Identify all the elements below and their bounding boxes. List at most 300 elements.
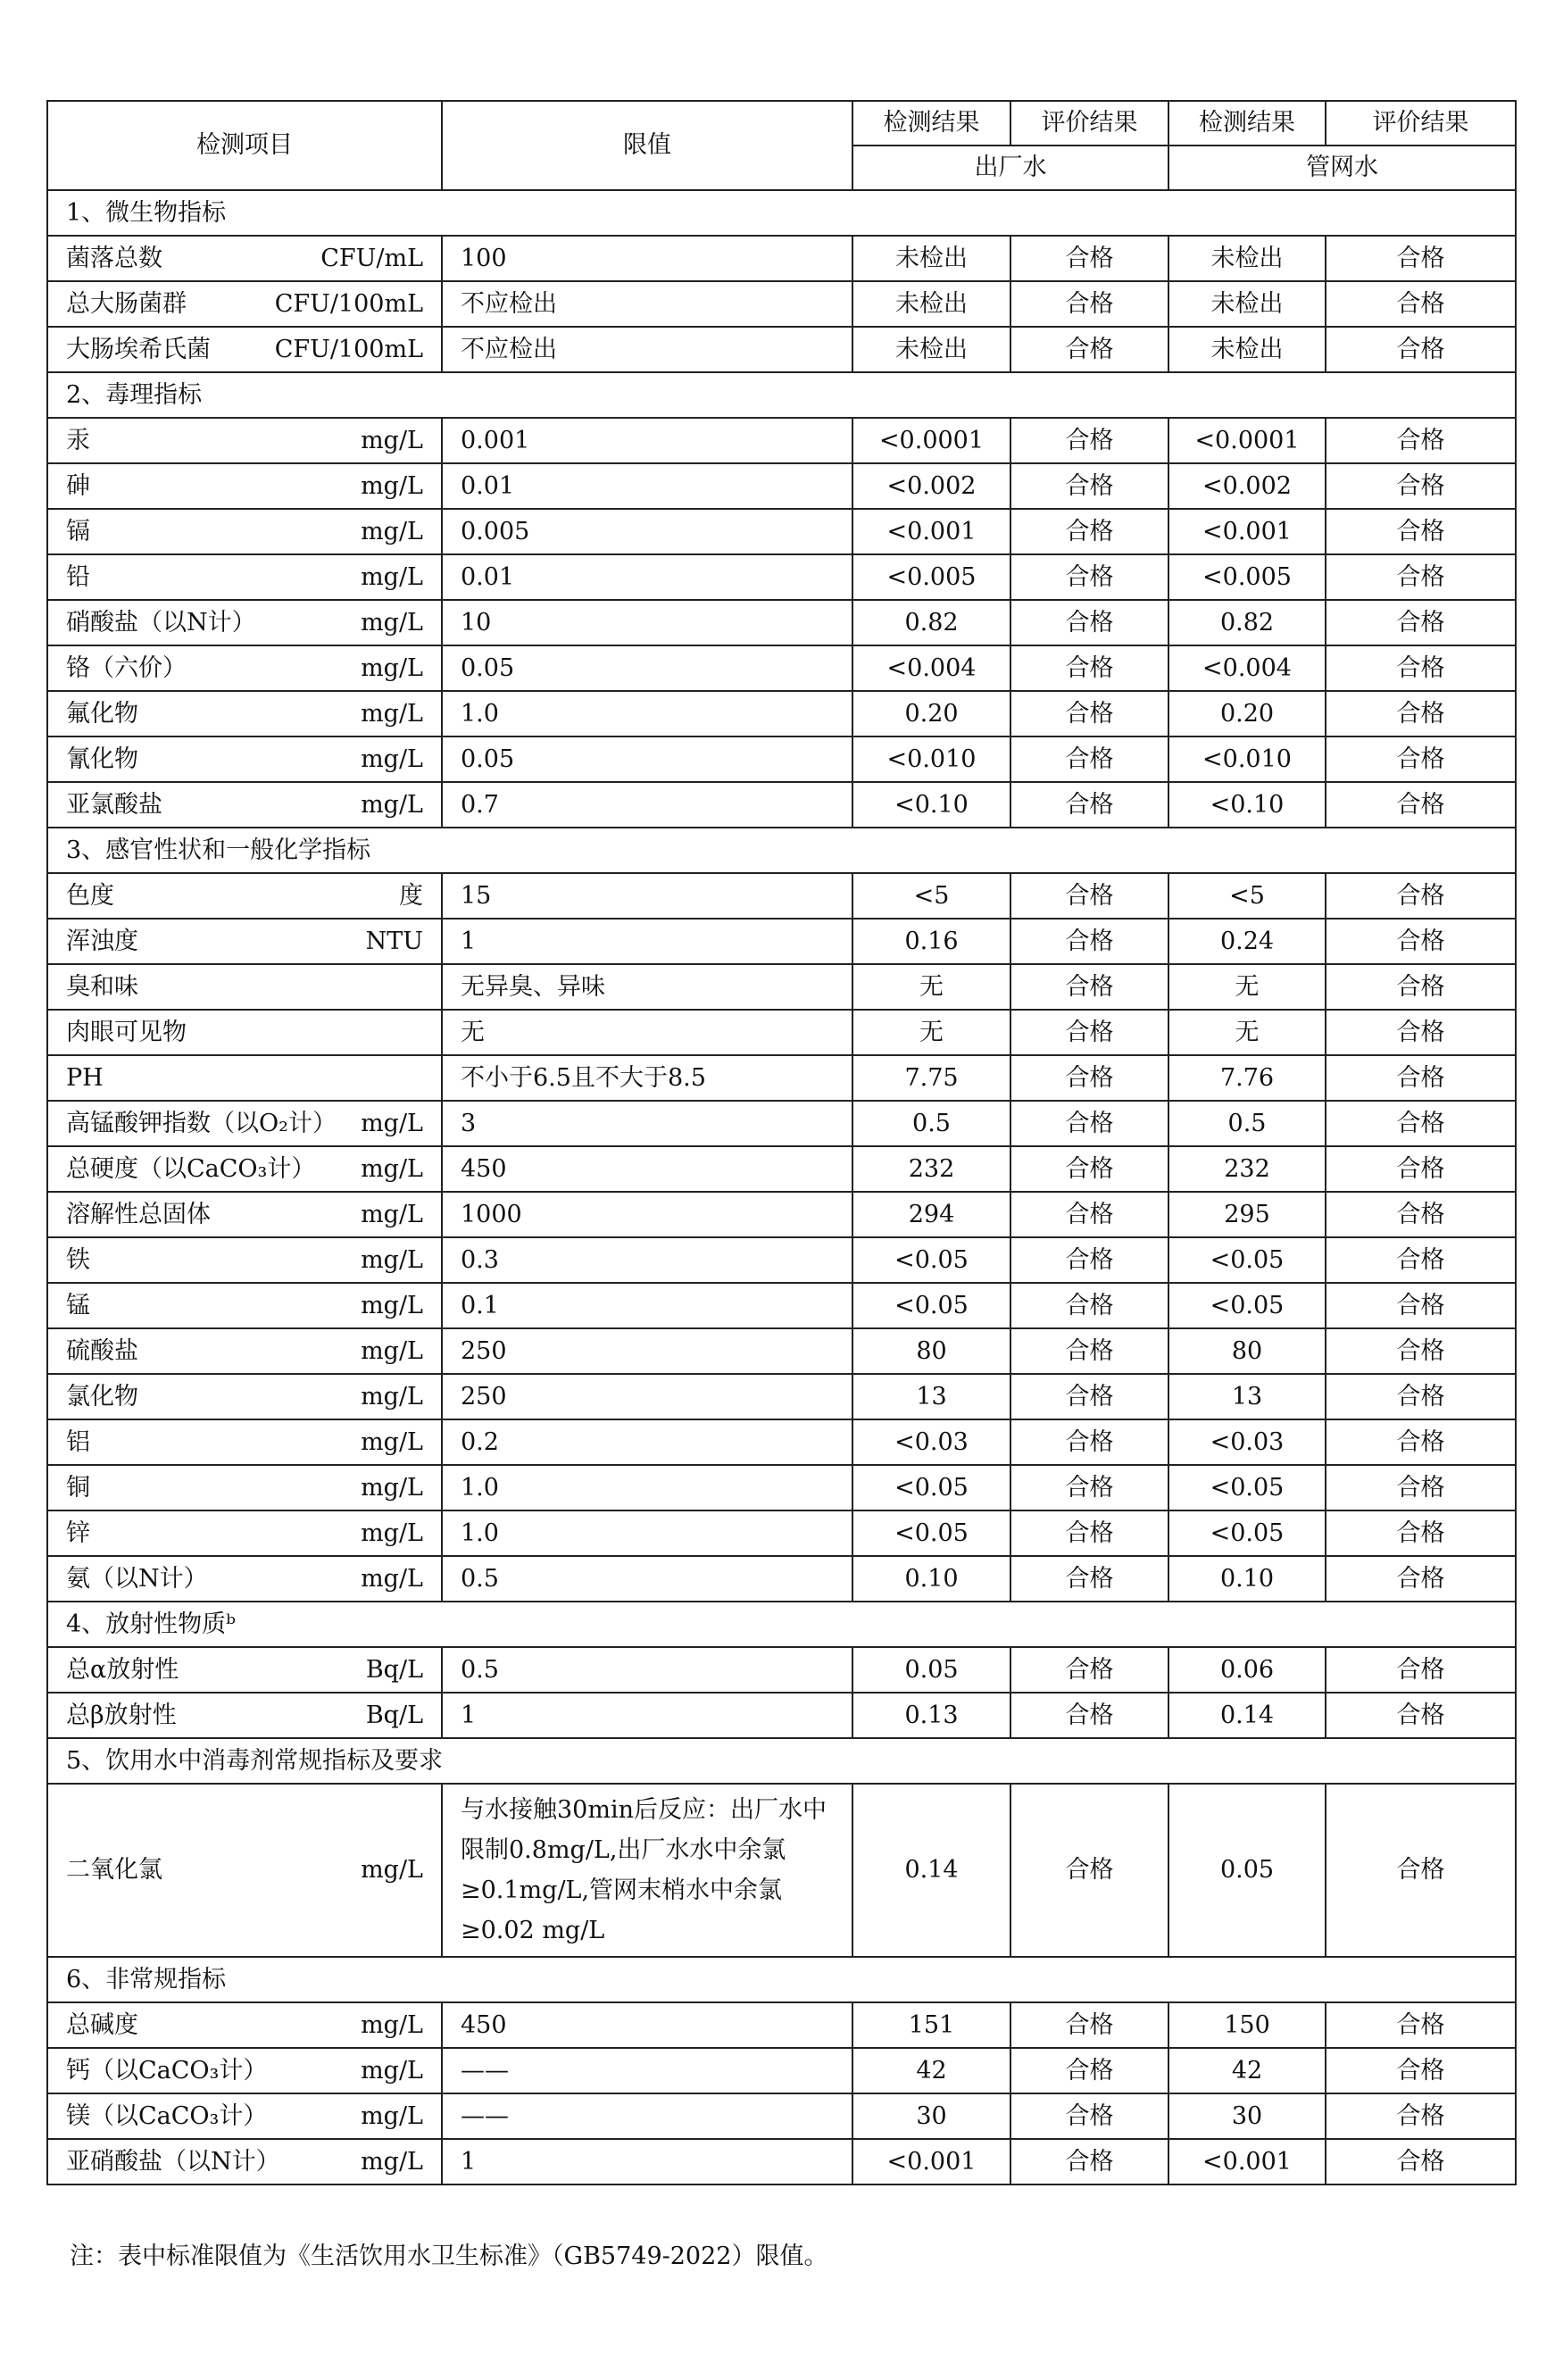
table-row bbox=[47, 509, 1516, 554]
item-name: 总大肠菌群 bbox=[66, 290, 187, 318]
item-unit: mg/L bbox=[361, 1428, 423, 1456]
limit-cell: 0.5 bbox=[442, 1647, 852, 1693]
item-cell bbox=[47, 1055, 442, 1101]
header-row bbox=[47, 101, 1516, 146]
evaluation-plant-cell: 合格 bbox=[1010, 645, 1168, 691]
item-cell bbox=[47, 2002, 442, 2048]
footnote: 注：表中标准限值为《生活饮用水卫生标准》（GB5749-2022）限值。 bbox=[70, 2243, 828, 2270]
item-name: 总α放射性 bbox=[66, 1656, 179, 1684]
item-unit: NTU bbox=[365, 928, 423, 955]
item-name: 汞 bbox=[66, 427, 90, 454]
evaluation-network-cell: 合格 bbox=[1326, 1055, 1516, 1101]
item-cell bbox=[47, 964, 442, 1010]
evaluation-network-cell: 合格 bbox=[1326, 418, 1516, 463]
table-row bbox=[47, 1010, 1516, 1055]
evaluation-network-cell: 合格 bbox=[1326, 919, 1516, 964]
evaluation-plant-cell: 合格 bbox=[1010, 2048, 1168, 2093]
item-name: 铜 bbox=[66, 1474, 90, 1502]
table-row bbox=[47, 281, 1516, 327]
evaluation-network-cell: 合格 bbox=[1326, 873, 1516, 919]
item-cell bbox=[47, 1556, 442, 1602]
item-name: 总硬度（以CaCO₃计） bbox=[66, 1155, 316, 1183]
evaluation-plant-cell: 合格 bbox=[1010, 509, 1168, 554]
item-unit: mg/L bbox=[361, 1155, 423, 1183]
result-network-cell: <0.005 bbox=[1168, 554, 1326, 600]
evaluation-network-cell: 合格 bbox=[1326, 327, 1516, 372]
item-cell bbox=[47, 1647, 442, 1693]
item-unit: mg/L bbox=[361, 1110, 423, 1137]
result-plant-cell: <0.005 bbox=[852, 554, 1010, 600]
section-title: 1、微生物指标 bbox=[47, 190, 1516, 236]
evaluation-network-cell: 合格 bbox=[1326, 964, 1516, 1010]
item-cell bbox=[47, 782, 442, 828]
result-plant-cell: <0.001 bbox=[852, 2139, 1010, 2184]
item-unit: mg/L bbox=[361, 2057, 423, 2085]
item-cell bbox=[47, 1328, 442, 1374]
evaluation-plant-cell: 合格 bbox=[1010, 1784, 1168, 1957]
result-network-cell: 未检出 bbox=[1168, 327, 1326, 372]
evaluation-network-cell: 合格 bbox=[1326, 1328, 1516, 1374]
evaluation-plant-cell: 合格 bbox=[1010, 327, 1168, 372]
evaluation-plant-cell: 合格 bbox=[1010, 1192, 1168, 1237]
limit-cell: 0.5 bbox=[442, 1556, 852, 1602]
limit-cell: 0.05 bbox=[442, 736, 852, 782]
evaluation-plant-cell: 合格 bbox=[1010, 919, 1168, 964]
item-name: 浑浊度 bbox=[66, 928, 138, 955]
result-network-cell: <0.001 bbox=[1168, 2139, 1326, 2184]
table-row bbox=[47, 1192, 1516, 1237]
limit-cell: 不应检出 bbox=[442, 281, 852, 327]
table-row bbox=[47, 1374, 1516, 1419]
item-cell bbox=[47, 463, 442, 509]
result-plant-cell: 80 bbox=[852, 1328, 1010, 1374]
item-name: PH bbox=[66, 1064, 104, 1092]
limit-cell: 1.0 bbox=[442, 1465, 852, 1510]
limit-cell: 250 bbox=[442, 1374, 852, 1419]
evaluation-plant-cell: 合格 bbox=[1010, 236, 1168, 281]
section-row bbox=[47, 1738, 1516, 1784]
result-network-cell: 0.24 bbox=[1168, 919, 1326, 964]
evaluation-network-cell: 合格 bbox=[1326, 2093, 1516, 2139]
evaluation-network-cell: 合格 bbox=[1326, 782, 1516, 828]
item-cell bbox=[47, 509, 442, 554]
section-title: 4、放射性物质ᵇ bbox=[47, 1602, 1516, 1647]
limit-cell: 不应检出 bbox=[442, 327, 852, 372]
item-cell bbox=[47, 327, 442, 372]
item-name: 氰化物 bbox=[66, 745, 138, 773]
limit-cell: 1 bbox=[442, 919, 852, 964]
evaluation-network-cell: 合格 bbox=[1326, 1374, 1516, 1419]
result-network-cell: 150 bbox=[1168, 2002, 1326, 2048]
table-row bbox=[47, 2093, 1516, 2139]
item-cell bbox=[47, 1283, 442, 1328]
evaluation-plant-cell: 合格 bbox=[1010, 2139, 1168, 2184]
table-row bbox=[47, 1465, 1516, 1510]
header-evaluation-network: 评价结果 bbox=[1326, 101, 1516, 146]
evaluation-network-cell: 合格 bbox=[1326, 691, 1516, 736]
evaluation-plant-cell: 合格 bbox=[1010, 736, 1168, 782]
evaluation-plant-cell: 合格 bbox=[1010, 1101, 1168, 1146]
table-row bbox=[47, 1055, 1516, 1101]
limit-cell: 450 bbox=[442, 1146, 852, 1192]
item-unit: mg/L bbox=[361, 563, 423, 591]
evaluation-network-cell: 合格 bbox=[1326, 281, 1516, 327]
item-name: 镉 bbox=[66, 518, 90, 545]
item-name: 铬（六价） bbox=[66, 654, 187, 682]
table-row bbox=[47, 327, 1516, 372]
evaluation-plant-cell: 合格 bbox=[1010, 1693, 1168, 1738]
result-plant-cell: 13 bbox=[852, 1374, 1010, 1419]
item-name: 铅 bbox=[66, 563, 90, 591]
evaluation-network-cell: 合格 bbox=[1326, 1283, 1516, 1328]
result-plant-cell: 0.82 bbox=[852, 600, 1010, 645]
evaluation-network-cell: 合格 bbox=[1326, 1784, 1516, 1957]
item-unit: mg/L bbox=[361, 472, 423, 500]
result-network-cell: <0.001 bbox=[1168, 509, 1326, 554]
item-name: 镁（以CaCO₃计） bbox=[66, 2102, 268, 2130]
result-network-cell: 0.20 bbox=[1168, 691, 1326, 736]
evaluation-network-cell: 合格 bbox=[1326, 463, 1516, 509]
limit-cell: 0.1 bbox=[442, 1283, 852, 1328]
item-cell bbox=[47, 645, 442, 691]
header-limit: 限值 bbox=[442, 101, 852, 190]
result-plant-cell: 7.75 bbox=[852, 1055, 1010, 1101]
water-quality-table bbox=[46, 100, 1517, 2185]
item-name: 臭和味 bbox=[66, 973, 138, 1001]
result-plant-cell: <0.001 bbox=[852, 509, 1010, 554]
item-name: 硫酸盐 bbox=[66, 1337, 138, 1365]
result-plant-cell: 0.14 bbox=[852, 1784, 1010, 1957]
item-cell bbox=[47, 1010, 442, 1055]
item-cell bbox=[47, 2093, 442, 2139]
evaluation-plant-cell: 合格 bbox=[1010, 964, 1168, 1010]
limit-cell: —— bbox=[442, 2048, 852, 2093]
result-plant-cell: 0.13 bbox=[852, 1693, 1010, 1738]
result-network-cell: <5 bbox=[1168, 873, 1326, 919]
evaluation-network-cell: 合格 bbox=[1326, 2139, 1516, 2184]
result-network-cell: <0.05 bbox=[1168, 1465, 1326, 1510]
header-evaluation-plant: 评价结果 bbox=[1010, 101, 1168, 146]
item-name: 氨（以N计） bbox=[66, 1565, 208, 1593]
evaluation-plant-cell: 合格 bbox=[1010, 2093, 1168, 2139]
item-name: 铁 bbox=[66, 1246, 90, 1274]
table-row bbox=[47, 1101, 1516, 1146]
table-row bbox=[47, 2002, 1516, 2048]
evaluation-plant-cell: 合格 bbox=[1010, 1465, 1168, 1510]
section-title: 3、感官性状和一般化学指标 bbox=[47, 828, 1516, 873]
item-cell bbox=[47, 236, 442, 281]
item-cell bbox=[47, 1784, 442, 1957]
item-name: 色度 bbox=[66, 882, 114, 910]
result-network-cell: 无 bbox=[1168, 964, 1326, 1010]
result-network-cell: 无 bbox=[1168, 1010, 1326, 1055]
limit-cell: 无异臭、异味 bbox=[442, 964, 852, 1010]
item-unit: Bq/L bbox=[365, 1702, 423, 1729]
limit-cell: 10 bbox=[442, 600, 852, 645]
result-network-cell: 0.82 bbox=[1168, 600, 1326, 645]
table-row bbox=[47, 1693, 1516, 1738]
item-unit: mg/L bbox=[361, 1292, 423, 1319]
limit-cell: 0.7 bbox=[442, 782, 852, 828]
result-network-cell: 0.06 bbox=[1168, 1647, 1326, 1693]
evaluation-plant-cell: 合格 bbox=[1010, 1328, 1168, 1374]
result-plant-cell: 未检出 bbox=[852, 281, 1010, 327]
evaluation-plant-cell: 合格 bbox=[1010, 782, 1168, 828]
table-row bbox=[47, 1283, 1516, 1328]
evaluation-plant-cell: 合格 bbox=[1010, 1237, 1168, 1283]
result-plant-cell: 未检出 bbox=[852, 327, 1010, 372]
item-cell bbox=[47, 736, 442, 782]
result-plant-cell: 0.05 bbox=[852, 1647, 1010, 1693]
limit-cell: 1 bbox=[442, 2139, 852, 2184]
table-row bbox=[47, 2048, 1516, 2093]
evaluation-network-cell: 合格 bbox=[1326, 1237, 1516, 1283]
result-network-cell: 0.5 bbox=[1168, 1101, 1326, 1146]
result-plant-cell: <0.0001 bbox=[852, 418, 1010, 463]
item-cell bbox=[47, 1419, 442, 1465]
item-name: 钙（以CaCO₃计） bbox=[66, 2057, 268, 2085]
limit-cell: 1.0 bbox=[442, 1510, 852, 1556]
header-item: 检测项目 bbox=[47, 101, 442, 190]
item-cell bbox=[47, 281, 442, 327]
result-network-cell: 未检出 bbox=[1168, 236, 1326, 281]
section-row bbox=[47, 372, 1516, 418]
result-plant-cell: 0.16 bbox=[852, 919, 1010, 964]
item-cell bbox=[47, 1237, 442, 1283]
limit-cell: 1000 bbox=[442, 1192, 852, 1237]
evaluation-network-cell: 合格 bbox=[1326, 236, 1516, 281]
result-network-cell: <0.004 bbox=[1168, 645, 1326, 691]
section-title: 2、毒理指标 bbox=[47, 372, 1516, 418]
table-row bbox=[47, 1146, 1516, 1192]
table-row bbox=[47, 1784, 1516, 1957]
table-row bbox=[47, 964, 1516, 1010]
item-cell bbox=[47, 919, 442, 964]
evaluation-network-cell: 合格 bbox=[1326, 2048, 1516, 2093]
result-network-cell: <0.0001 bbox=[1168, 418, 1326, 463]
section-row bbox=[47, 190, 1516, 236]
item-unit: mg/L bbox=[361, 2102, 423, 2130]
result-plant-cell: <0.10 bbox=[852, 782, 1010, 828]
item-unit: mg/L bbox=[361, 1383, 423, 1411]
evaluation-plant-cell: 合格 bbox=[1010, 281, 1168, 327]
section-row bbox=[47, 1957, 1516, 2002]
evaluation-network-cell: 合格 bbox=[1326, 600, 1516, 645]
table-row bbox=[47, 1419, 1516, 1465]
evaluation-plant-cell: 合格 bbox=[1010, 1010, 1168, 1055]
evaluation-network-cell: 合格 bbox=[1326, 1693, 1516, 1738]
limit-cell: 1.0 bbox=[442, 691, 852, 736]
item-name: 大肠埃希氏菌 bbox=[66, 336, 211, 363]
evaluation-network-cell: 合格 bbox=[1326, 509, 1516, 554]
result-network-cell: <0.05 bbox=[1168, 1237, 1326, 1283]
section-row bbox=[47, 1602, 1516, 1647]
item-cell bbox=[47, 873, 442, 919]
item-unit: mg/L bbox=[361, 1856, 423, 1884]
table-row bbox=[47, 554, 1516, 600]
result-network-cell: 13 bbox=[1168, 1374, 1326, 1419]
table-row bbox=[47, 600, 1516, 645]
evaluation-network-cell: 合格 bbox=[1326, 554, 1516, 600]
item-cell bbox=[47, 1374, 442, 1419]
item-unit: CFU/mL bbox=[320, 245, 423, 272]
limit-cell: 0.001 bbox=[442, 418, 852, 463]
table-row bbox=[47, 782, 1516, 828]
item-name: 菌落总数 bbox=[66, 245, 162, 272]
evaluation-plant-cell: 合格 bbox=[1010, 1419, 1168, 1465]
section-title: 6、非常规指标 bbox=[47, 1957, 1516, 2002]
item-cell bbox=[47, 600, 442, 645]
item-unit: CFU/100mL bbox=[274, 336, 423, 363]
item-name: 总β放射性 bbox=[66, 1702, 177, 1729]
item-cell bbox=[47, 1693, 442, 1738]
item-cell bbox=[47, 2048, 442, 2093]
evaluation-plant-cell: 合格 bbox=[1010, 1055, 1168, 1101]
item-name: 锰 bbox=[66, 1292, 90, 1319]
result-network-cell: 7.76 bbox=[1168, 1055, 1326, 1101]
limit-cell: 0.01 bbox=[442, 554, 852, 600]
limit-cell: 0.3 bbox=[442, 1237, 852, 1283]
result-plant-cell: <0.010 bbox=[852, 736, 1010, 782]
result-plant-cell: <0.05 bbox=[852, 1510, 1010, 1556]
limit-cell: 450 bbox=[442, 2002, 852, 2048]
item-name: 铝 bbox=[66, 1428, 90, 1456]
evaluation-plant-cell: 合格 bbox=[1010, 1510, 1168, 1556]
table-row bbox=[47, 236, 1516, 281]
result-network-cell: 0.14 bbox=[1168, 1693, 1326, 1738]
table-row bbox=[47, 919, 1516, 964]
result-plant-cell: 42 bbox=[852, 2048, 1010, 2093]
result-network-cell: 80 bbox=[1168, 1328, 1326, 1374]
evaluation-plant-cell: 合格 bbox=[1010, 2002, 1168, 2048]
evaluation-plant-cell: 合格 bbox=[1010, 691, 1168, 736]
table-row bbox=[47, 2139, 1516, 2184]
item-name: 二氧化氯 bbox=[66, 1856, 162, 1884]
item-cell bbox=[47, 2139, 442, 2184]
item-unit: mg/L bbox=[361, 1246, 423, 1274]
item-name: 肉眼可见物 bbox=[66, 1019, 187, 1046]
header-result-plant: 检测结果 bbox=[852, 101, 1010, 146]
item-cell bbox=[47, 554, 442, 600]
evaluation-plant-cell: 合格 bbox=[1010, 463, 1168, 509]
result-plant-cell: 0.20 bbox=[852, 691, 1010, 736]
table-row bbox=[47, 1647, 1516, 1693]
result-plant-cell: <0.05 bbox=[852, 1465, 1010, 1510]
section-title: 5、饮用水中消毒剂常规指标及要求 bbox=[47, 1738, 1516, 1784]
item-name: 砷 bbox=[66, 472, 90, 500]
item-name: 溶解性总固体 bbox=[66, 1201, 211, 1228]
item-unit: mg/L bbox=[361, 2148, 423, 2176]
limit-cell: 不小于6.5且不大于8.5 bbox=[442, 1055, 852, 1101]
evaluation-network-cell: 合格 bbox=[1326, 736, 1516, 782]
item-unit: mg/L bbox=[361, 427, 423, 454]
table-row bbox=[47, 418, 1516, 463]
result-plant-cell: 232 bbox=[852, 1146, 1010, 1192]
item-unit: mg/L bbox=[361, 1519, 423, 1547]
result-network-cell: <0.03 bbox=[1168, 1419, 1326, 1465]
item-unit: mg/L bbox=[361, 609, 423, 637]
item-unit: mg/L bbox=[361, 1337, 423, 1365]
evaluation-network-cell: 合格 bbox=[1326, 1010, 1516, 1055]
limit-cell: 250 bbox=[442, 1328, 852, 1374]
evaluation-network-cell: 合格 bbox=[1326, 1556, 1516, 1602]
result-plant-cell: 151 bbox=[852, 2002, 1010, 2048]
result-network-cell: <0.002 bbox=[1168, 463, 1326, 509]
result-network-cell: <0.05 bbox=[1168, 1510, 1326, 1556]
limit-cell: 0.2 bbox=[442, 1419, 852, 1465]
item-cell bbox=[47, 418, 442, 463]
result-network-cell: 0.10 bbox=[1168, 1556, 1326, 1602]
evaluation-network-cell: 合格 bbox=[1326, 1419, 1516, 1465]
item-cell bbox=[47, 1465, 442, 1510]
limit-cell: 与水接触30min后反应：出厂水中限制0.8mg/L,出厂水水中余氯≥0.1mg/L,管网末梢水中余氯≥0.02 mg/L bbox=[442, 1784, 852, 1957]
result-plant-cell: <5 bbox=[852, 873, 1010, 919]
evaluation-plant-cell: 合格 bbox=[1010, 1374, 1168, 1419]
item-cell bbox=[47, 1510, 442, 1556]
evaluation-plant-cell: 合格 bbox=[1010, 873, 1168, 919]
section-row bbox=[47, 828, 1516, 873]
result-network-cell: 295 bbox=[1168, 1192, 1326, 1237]
evaluation-plant-cell: 合格 bbox=[1010, 1283, 1168, 1328]
item-name: 锌 bbox=[66, 1519, 90, 1547]
result-plant-cell: <0.004 bbox=[852, 645, 1010, 691]
table-row bbox=[47, 1510, 1516, 1556]
result-plant-cell: <0.05 bbox=[852, 1237, 1010, 1283]
evaluation-network-cell: 合格 bbox=[1326, 1146, 1516, 1192]
item-name: 总碱度 bbox=[66, 2011, 138, 2039]
result-plant-cell: 0.5 bbox=[852, 1101, 1010, 1146]
item-unit: 度 bbox=[399, 882, 423, 910]
item-cell bbox=[47, 1192, 442, 1237]
result-network-cell: 42 bbox=[1168, 2048, 1326, 2093]
result-plant-cell: <0.05 bbox=[852, 1283, 1010, 1328]
evaluation-plant-cell: 合格 bbox=[1010, 600, 1168, 645]
result-plant-cell: 未检出 bbox=[852, 236, 1010, 281]
item-cell bbox=[47, 1101, 442, 1146]
table-row bbox=[47, 645, 1516, 691]
evaluation-network-cell: 合格 bbox=[1326, 1192, 1516, 1237]
table-row bbox=[47, 873, 1516, 919]
header-plant-water: 出厂水 bbox=[852, 146, 1168, 190]
result-plant-cell: <0.002 bbox=[852, 463, 1010, 509]
result-plant-cell: 无 bbox=[852, 964, 1010, 1010]
evaluation-network-cell: 合格 bbox=[1326, 645, 1516, 691]
result-network-cell: <0.05 bbox=[1168, 1283, 1326, 1328]
table-row bbox=[47, 1328, 1516, 1374]
limit-cell: 无 bbox=[442, 1010, 852, 1055]
limit-cell: 3 bbox=[442, 1101, 852, 1146]
result-network-cell: <0.010 bbox=[1168, 736, 1326, 782]
table-row bbox=[47, 736, 1516, 782]
item-unit: mg/L bbox=[361, 700, 423, 728]
evaluation-plant-cell: 合格 bbox=[1010, 554, 1168, 600]
evaluation-network-cell: 合格 bbox=[1326, 1510, 1516, 1556]
item-name: 亚硝酸盐（以N计） bbox=[66, 2148, 280, 2176]
item-name: 氯化物 bbox=[66, 1383, 138, 1411]
item-name: 氟化物 bbox=[66, 700, 138, 728]
result-network-cell: 0.05 bbox=[1168, 1784, 1326, 1957]
item-cell bbox=[47, 1146, 442, 1192]
table-row bbox=[47, 691, 1516, 736]
item-unit: mg/L bbox=[361, 1565, 423, 1593]
evaluation-network-cell: 合格 bbox=[1326, 1647, 1516, 1693]
item-unit: mg/L bbox=[361, 654, 423, 682]
result-plant-cell: <0.03 bbox=[852, 1419, 1010, 1465]
header-network-water: 管网水 bbox=[1168, 146, 1516, 190]
table-row bbox=[47, 1237, 1516, 1283]
result-network-cell: 232 bbox=[1168, 1146, 1326, 1192]
limit-cell: 0.005 bbox=[442, 509, 852, 554]
